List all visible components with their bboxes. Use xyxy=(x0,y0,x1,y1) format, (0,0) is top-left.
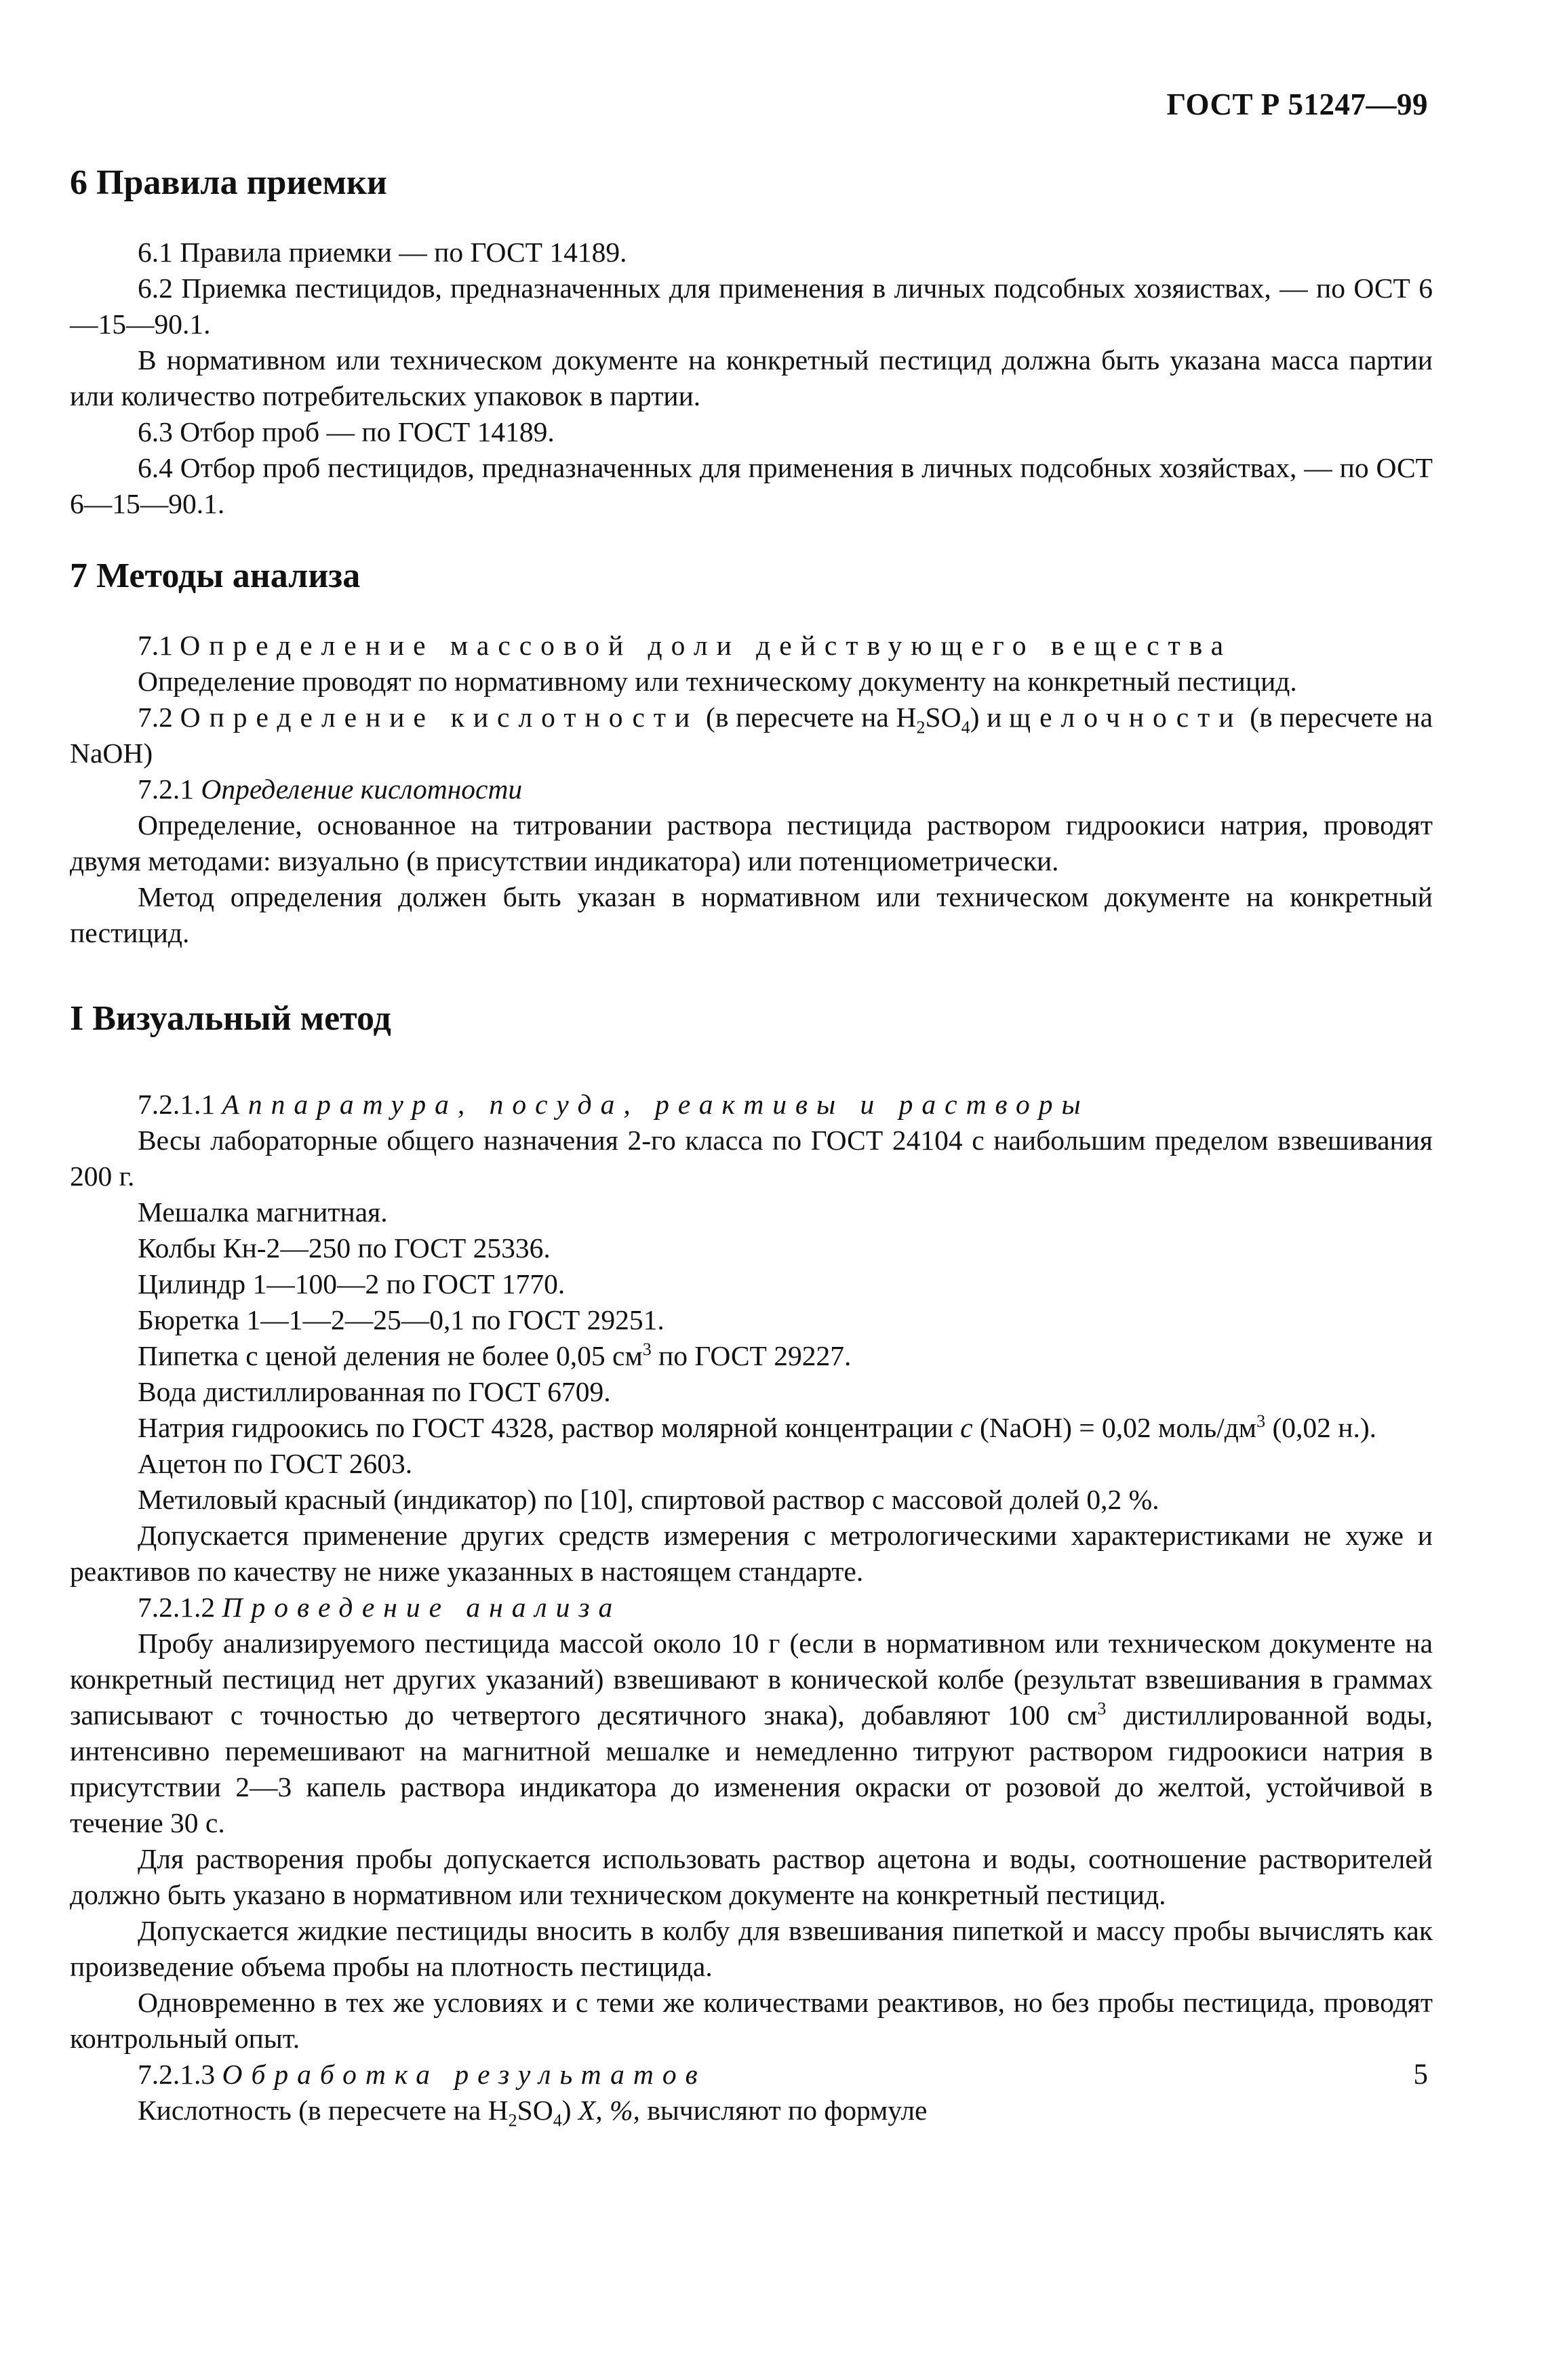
paragraph-dissolve: Для растворения пробы допускается использовать раствор ацетона и воды, соотношение растворителей должно быть указано в нормативном или техническом документе на конкретный пестицид. xyxy=(70,1843,1433,1910)
clause-7-1-heading: 7.1 Определение массовой доли действующего вещества xyxy=(138,630,1233,661)
section-7-heading: 7 Методы анализа xyxy=(70,557,361,595)
page-number: 5 xyxy=(1413,2059,1428,2091)
clause-7-2-1-method: Метод определения должен быть указан в нормативном или техническом документе на конкретный пестицид. xyxy=(70,881,1433,948)
equipment-item: Мешалка магнитная. xyxy=(138,1196,388,1228)
paragraph-formula-intro: Кислотность (в пересчете на $H_2SO_4$) X, %, вычисляют по формуле xyxy=(138,2095,928,2131)
clause-7-2-1-2-heading: 7.2.1.2 Проведение анализа xyxy=(138,1592,622,1623)
clause-7-2-1-3-heading: 7.2.1.3 Обработка результатов xyxy=(138,2059,707,2090)
reagent-naoh: Натрия гидроокись по ГОСТ 4328, раствор молярной концентрации с (NaOH) = 0,02 моль/$дм^3$ (0,02 н.). xyxy=(138,1411,1377,1443)
section-6-heading: 6 Правила приемки xyxy=(70,163,387,202)
document-id: ГОСТ Р 51247—99 xyxy=(1166,87,1428,121)
reagent-water: Вода дистиллированная по ГОСТ 6709. xyxy=(138,1376,611,1407)
clause-7-2-1-1-heading: 7.2.1.1 Аппаратура, посуда, реактивы и растворы xyxy=(138,1089,1090,1120)
equipment-item: Бюретка 1—1—2—25—0,1 по ГОСТ 29251. xyxy=(138,1304,664,1335)
page-content xyxy=(70,161,1433,2129)
section-I-heading: I Визуальный метод xyxy=(70,999,391,1038)
clause-7-2-1-heading: 7.2.1 Определение кислотности xyxy=(138,773,523,805)
clause-7-2-1-text: Определение, основанное на титровании раствора пестицида раствором гидроокиси натрия, проводят двумя методами: визуально (в присутствии индикатора) или потенциометрически. xyxy=(70,809,1433,876)
reagent-acetone: Ацетон по ГОСТ 2603. xyxy=(138,1448,413,1479)
paragraph-6-2-note: В нормативном или техническом документе на конкретный пестицид должна быть указана масса партии или количество потребительских упаковок в партии. xyxy=(70,344,1433,411)
clause-7-1-text: Определение проводят по нормативному или техническому документу на конкретный пестицид. xyxy=(138,666,1297,697)
paragraph-6-3: 6.3 Отбор проб — по ГОСТ 14189. xyxy=(138,416,555,447)
equipment-item: Весы лабораторные общего назначения 2-го класса по ГОСТ 24104 с наибольшим пределом взвешивания 200 г. xyxy=(70,1125,1433,1192)
equipment-item: Колбы Кн-2—250 по ГОСТ 25336. xyxy=(138,1232,551,1264)
paragraph-6-2: 6.2 Приемка пестицидов, предназначенных для применения в личных подсобных хозяиствах, — по ОСТ 6—15—90.1. xyxy=(70,273,1433,340)
reagent-methyl-red: Метиловый красный (индикатор) по [10], спиртовой раствор с массовой долей 0,2 %. xyxy=(138,1484,1159,1515)
paragraph-control: Одновременно в тех же условиях и с теми же количествами реактивов, но без пробы пестицида, проводят контрольный опыт. xyxy=(70,1987,1433,2054)
clause-7-2-heading: 7.2 Определение кислотности (в пересчете на $H_2SO_4$) и щелочности (в пересчете на NaOH) xyxy=(70,702,1433,769)
paragraph-substitutes: Допускается применение других средств измерения с метрологическими характеристиками не хуже и реактивов по качеству не ниже указанных в настоящем стандарте. xyxy=(70,1520,1433,1587)
paragraph-6-1: 6.1 Правила приемки — по ГОСТ 14189. xyxy=(138,237,627,268)
equipment-item-pipette: Пипетка с ценой деления не более 0,05 $см^3$ по ГОСТ 29227. xyxy=(138,1339,852,1371)
paragraph-procedure: Пробу анализируемого пестицида массой около 10 г (если в нормативном или техническом документе на конкретный пестицид нет других указаний) взвешивают в конической колбе (результат взвешивания в граммах записывают с точностью до четвертого десятичного знака), добавляют 100 $см^3$ дистиллированной воды, интенсивно перемешивают на магнитной мешалке и немедленно титруют раствором гидроокиси натрия в присутствии 2—3 капель раствора индикатора до изменения окраски от розовой до желтой, устойчивой в течение 30 с. xyxy=(70,1628,1433,1838)
equipment-item: Цилиндр 1—100—2 по ГОСТ 1770. xyxy=(138,1268,565,1299)
paragraph-liquid: Допускается жидкие пестициды вносить в колбу для взвешивания пипеткой и массу пробы вычислять как произведение объема пробы на плотность пестицида. xyxy=(70,1915,1433,1982)
paragraph-6-4: 6.4 Отбор проб пестицидов, предназначенных для применения в личных подсобных хозяйствах, — по ОСТ 6—15—90.1. xyxy=(70,452,1433,519)
